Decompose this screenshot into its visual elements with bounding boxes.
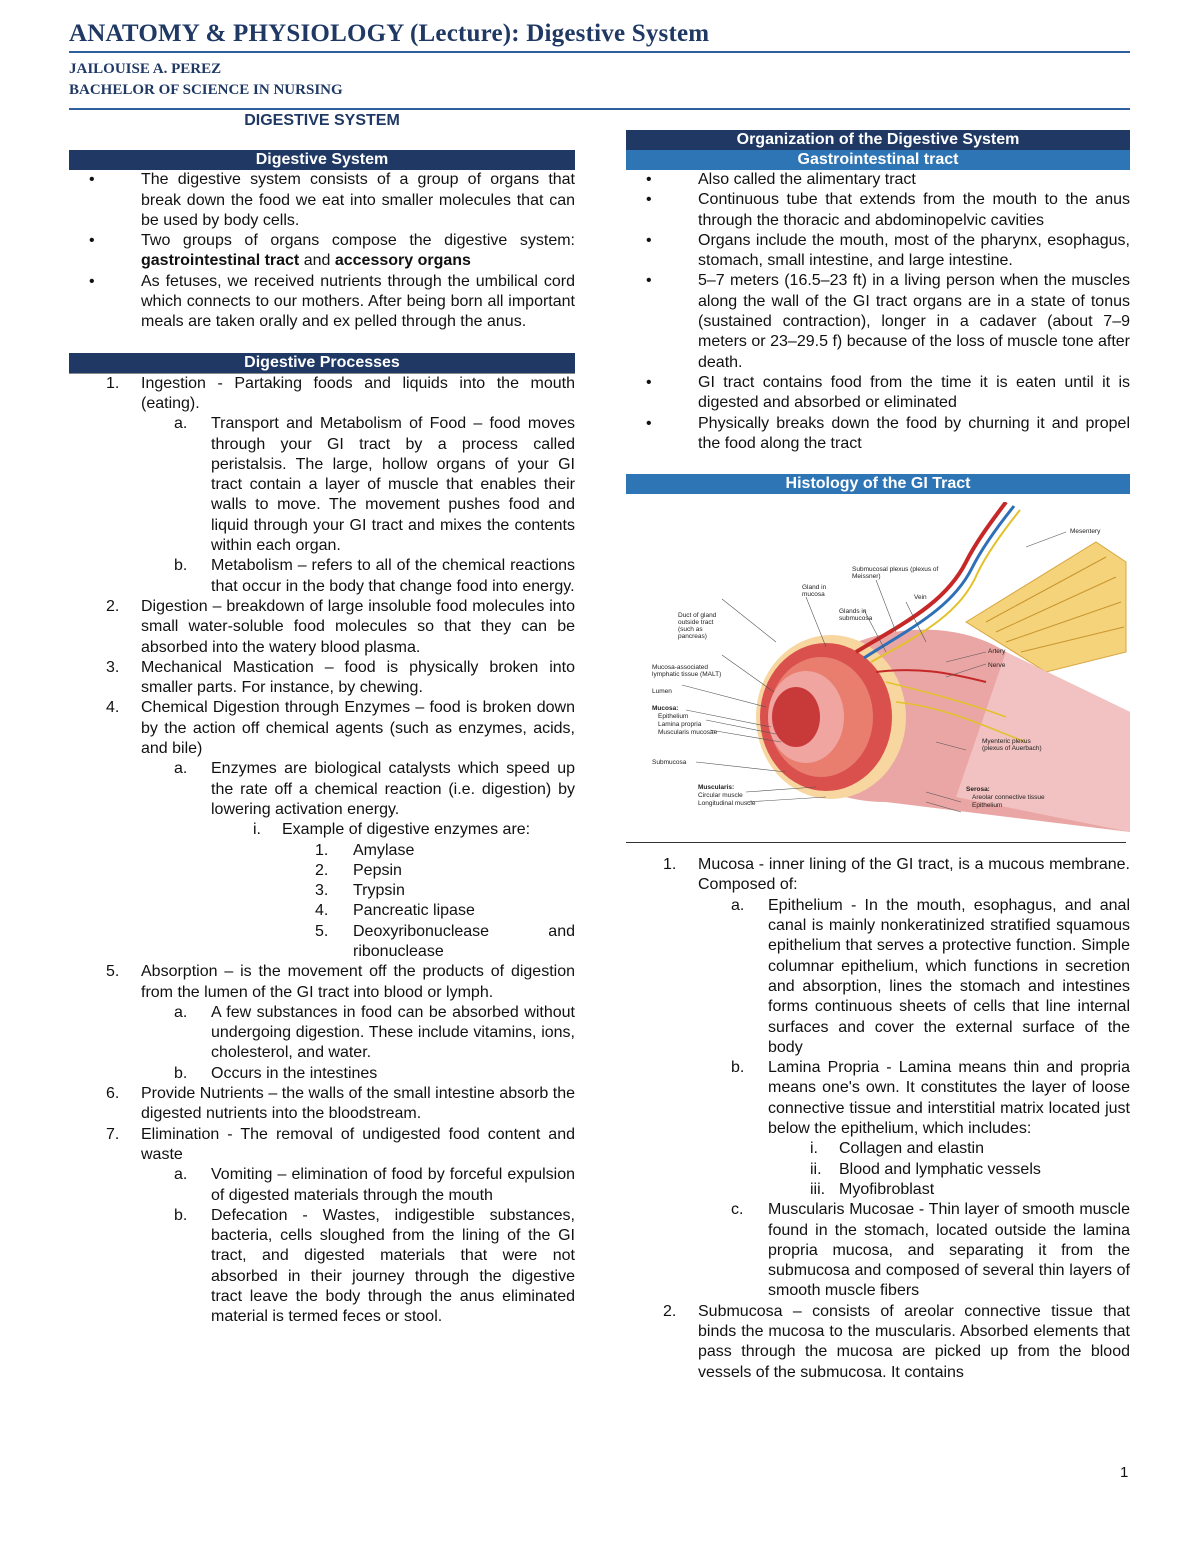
- figure-divider: [626, 842, 1126, 843]
- section-heading-digestive-processes: Digestive Processes: [69, 353, 575, 374]
- label-gland-submucosa: Glands in submucosa: [839, 608, 873, 623]
- program-name: BACHELOR OF SCIENCE IN NURSING: [69, 82, 343, 98]
- section-title: DIGESTIVE SYSTEM: [244, 112, 400, 129]
- label-serosa-epithelium: Epithelium: [972, 802, 1003, 810]
- section-heading-histology: Histology of the GI Tract: [626, 474, 1130, 494]
- right-column: [626, 130, 1130, 1383]
- label-submucosal-plexus: Submucosal plexus (plexus of Meissner): [852, 566, 939, 581]
- list-item: • Two groups of organs compose the digestive system: gastrointestinal tract and accessory organs: [89, 232, 575, 270]
- list-item: 5. Absorption – is the movement off the products of digestion from the lumen of the GI tract into blood or lymph.: [106, 963, 575, 1001]
- list-item: • GI tract contains food from the time it is eaten until it is digested and absorbed or eliminated: [646, 373, 1130, 412]
- section-heading-gi-tract: Gastrointestinal tract: [626, 150, 1130, 170]
- list-item: i. Example of digestive enzymes are:: [253, 821, 531, 839]
- label-circular-muscle: Circular muscle: [698, 792, 743, 800]
- enzyme-item: 3. Trypsin: [315, 882, 405, 900]
- label-mucosa: Mucosa:: [652, 705, 679, 713]
- label-mesentery: Mesentery: [1070, 528, 1101, 536]
- list-item: 3. Mechanical Mastication – food is physically broken into smaller parts. For instance, by chewing.: [106, 658, 575, 697]
- list-item: a. Enzymes are biological catalysts which speed up the rate off a chemical reaction (i.e. digestion) by lowering activation energy.: [174, 760, 575, 818]
- list-item: • Organs include the mouth, most of the pharynx, esophagus, stomach, small intestine, and large intestine.: [646, 231, 1130, 270]
- label-longitudinal-muscle: Longitudinal muscle: [698, 800, 756, 808]
- list-item: a. Vomiting – elimination of food by forceful expulsion of digested materials through the mouth: [174, 1166, 575, 1204]
- label-myenteric-plexus: Myenteric plexus (plexus of Auerbach): [982, 738, 1042, 753]
- label-nerve: Nerve: [988, 662, 1006, 670]
- list-item: • Also called the alimentary tract: [646, 171, 916, 188]
- list-item: b. Defecation - Wastes, indigestible substances, bacteria, cells sloughed from the lining of the GI tract, and digested materials that were not absorbed in their journey through the digestive tract leave the body through the anus eliminated material is termed feces or stool.: [174, 1206, 575, 1326]
- section-heading-organization: Organization of the Digestive System: [626, 130, 1130, 150]
- label-vein: Vein: [914, 594, 927, 602]
- list-item: 1. Mucosa - inner lining of the GI tract, is a mucous membrane. Composed of:: [663, 856, 1130, 894]
- enzyme-item: 1. Amylase: [315, 841, 415, 859]
- enzyme-item: 2. Pepsin: [315, 861, 402, 879]
- label-serosa: Serosa:: [966, 786, 990, 794]
- label-lamina-propria: Lamina propria: [658, 721, 702, 729]
- list-item: i. Collagen and elastin: [810, 1140, 984, 1158]
- enzyme-item: 4. Pancreatic lipase: [315, 902, 475, 920]
- label-lumen: Lumen: [652, 688, 672, 696]
- list-item: a. Epithelium - In the mouth, esophagus, and anal canal is mainly nonkeratinized stratified squamous epithelium that serves a protective function. Simple columnar epithelium, which functions in secretion and absorption, lines the stomach and intestines forms continuous sheets of cells that line internal surfaces and cover the external surface of the body: [731, 896, 1130, 1056]
- list-item: • As fetuses, we received nutrients through the umbilical cord which connects to our mothers. After being born all important meals are taken orally and ex pelled through the anus.: [89, 272, 575, 331]
- list-item: ii. Blood and lymphatic vessels: [810, 1160, 1041, 1178]
- list-item: 2. Digestion – breakdown of large insoluble food molecules into small water-soluble food molecules so that they can be absorbed into the watery blood plasma.: [106, 597, 575, 656]
- enzyme-item: 5. Deoxyribonuclease and ribonuclease: [315, 922, 575, 960]
- document-title: ANATOMY & PHYSIOLOGY (Lecture): Digestive System: [69, 20, 710, 47]
- header-rule-2: [69, 108, 1130, 110]
- section-heading-digestive-system: Digestive System: [69, 150, 575, 170]
- list-item: 1. Ingestion - Partaking foods and liquids into the mouth (eating).: [106, 374, 575, 412]
- list-item: b. Lamina Propria - Lamina means thin and propria means one's own. It constitutes the layer of loose connective tissue and interstitial matrix located just below the epithelium, which includes:: [731, 1059, 1130, 1138]
- label-malt: Mucosa-associated lymphatic tissue (MALT): [652, 664, 722, 679]
- list-item: • The digestive system consists of a group of organs that break down the food we eat into smaller molecules that can be used by body cells.: [89, 171, 575, 229]
- label-submucosa: Submucosa: [652, 759, 687, 767]
- list-item: b. Occurs in the intestines: [174, 1064, 378, 1082]
- list-item: 7. Elimination - The removal of undigested food content and waste: [106, 1125, 575, 1163]
- list-item: a. A few substances in food can be absorbed without undergoing digestion. These include vitamins, ions, cholesterol, and water.: [174, 1003, 575, 1062]
- list-item: c. Muscularis Mucosae - Thin layer of smooth muscle found in the stomach, located outside the lamina propria mucosa, and separating it from the submucosa and composed of several thin layers of smooth muscle fibers: [731, 1201, 1130, 1300]
- left-column: [69, 111, 575, 1328]
- list-item: • Physically breaks down the food by churning it and propel the food along the tract: [646, 414, 1130, 452]
- label-duct: Duct of gland outside tract (such as pancreas): [678, 612, 717, 641]
- list-item: 6. Provide Nutrients – the walls of the small intestine absorb the digested nutrients into the bloodstream.: [106, 1085, 575, 1123]
- list-item: 4. Chemical Digestion through Enzymes – food is broken down by the action off chemical agents (such as enzymes, acids, and bile): [106, 699, 575, 758]
- label-muscularis-mucosae: Muscularis mucosae: [658, 729, 718, 737]
- label-gland-mucosa: Gland in mucosa: [802, 584, 827, 599]
- list-item: • 5–7 meters (16.5–23 ft) in a living person when the muscles along the wall of the GI tract organs are in a state of tonus (sustained contraction), longer in a cadaver (about 7–9 meters or 23–29.5 f) because of the loss of muscle tone after death.: [646, 272, 1130, 371]
- list-item: 2. Submucosa – consists of areolar connective tissue that binds the mucosa to the muscularis. Absorbed elements that pass through the mucosa are picked up from the blood vessels of the submucosa. It contains: [663, 1302, 1130, 1381]
- label-artery: Artery: [988, 648, 1006, 656]
- list-item: iii. Myofibroblast: [810, 1180, 935, 1198]
- gi-tract-histology-figure: [626, 502, 1130, 840]
- label-epithelium: Epithelium: [658, 713, 689, 721]
- header-rule: [69, 51, 1130, 53]
- label-areolar-tissue: Areolar connective tissue: [972, 794, 1045, 802]
- label-muscularis: Muscularis:: [698, 784, 735, 792]
- list-item: • Continuous tube that extends from the mouth to the anus through the thoracic and abdominopelvic cavities: [646, 191, 1130, 229]
- list-item: a. Transport and Metabolism of Food – food moves through your GI tract by a process called peristalsis. The large, hollow organs of your GI tract contain a layer of muscle that enables their walls to move. The movement pushes food and liquid through your GI tract and mixes the contents within each organ.: [174, 415, 575, 555]
- list-item: b. Metabolism – refers to all of the chemical reactions that occur in the body that change food into energy.: [174, 557, 575, 595]
- author-name: JAILOUISE A. PEREZ: [69, 61, 222, 77]
- page-number: 1: [1120, 1464, 1129, 1481]
